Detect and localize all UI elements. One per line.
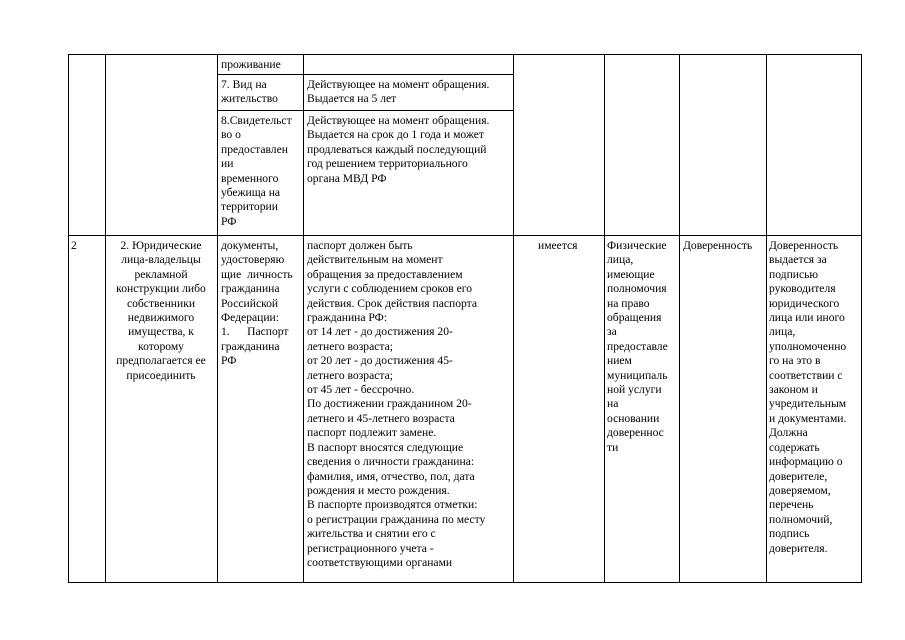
note-cell: Действующее на момент обращения. Выдается на срок до 1 года и может продлеваться каждый последующий год решением территориального органа МВД РФ <box>307 114 490 185</box>
document-cell: 7. Вид на жительство <box>221 78 278 106</box>
table-border <box>217 74 514 75</box>
document-cell: 8.Свидетельст во о предоставлен ии временного убежища на территории РФ <box>221 114 292 228</box>
availability: имеется <box>538 239 578 252</box>
table-border <box>679 54 680 582</box>
document-list: документы, удостоверяю щие личность гражданина Российской Федерации: 1. Паспорт гражданина РФ <box>221 239 293 368</box>
row-number: 2 <box>71 239 77 252</box>
table-border <box>217 54 218 582</box>
table-border <box>303 54 304 582</box>
authority-document: Доверенность <box>683 239 753 252</box>
table-border <box>604 54 605 582</box>
authority-requirements: Доверенность выдается за подписью руководителя юридического лица или иного лица, уполномоченно го на это в соответствии с законом и учредительным и документами. Должна содержать информацию о доверителе, доверяемом, перечень полномочий, подпись доверителя. <box>769 239 847 555</box>
table-border <box>68 582 862 583</box>
table-border <box>766 54 767 582</box>
table-border <box>105 54 106 582</box>
table-border <box>68 54 69 582</box>
table-border <box>217 110 514 111</box>
representatives: Физические лица, имеющие полномочия на право обращения за предоставле нием муниципаль ной услуги на основании довереннос ти <box>607 239 668 454</box>
table-border <box>513 54 514 582</box>
table-border <box>861 54 862 582</box>
document-requirements: паспорт должен быть действительным на момент обращения за предоставлением услуги с соблюдением сроков его действия. Срок действия паспорта гражданина РФ: от 14 лет - до достижения 20- летнего возраста; от 20 лет - до достижения 45- летнего возраста; от 45 лет - бессрочно. По достижении гражданином 20- летнего и 45-летнего возраста паспорт подлежит замене. В паспорт вносятся следующие сведения о личности гражданина: фамилия, имя, отчество, пол, дата рождения и место рождения. В паспорте производятся отметки: о регистрации гражданина по месту жительства и снятии его с регистрационного учета - соответствующими органами <box>307 239 486 569</box>
applicant-category: 2. Юридические лица-владельцы рекламной конструкции либо собственники недвижимого имущества, к которому предполагается ее присоединить <box>116 239 206 382</box>
note-cell: Действующее на момент обращения. Выдается на 5 лет <box>307 78 490 106</box>
table-border <box>68 235 862 236</box>
table-border <box>68 54 862 55</box>
document-cell: проживание <box>221 58 281 71</box>
